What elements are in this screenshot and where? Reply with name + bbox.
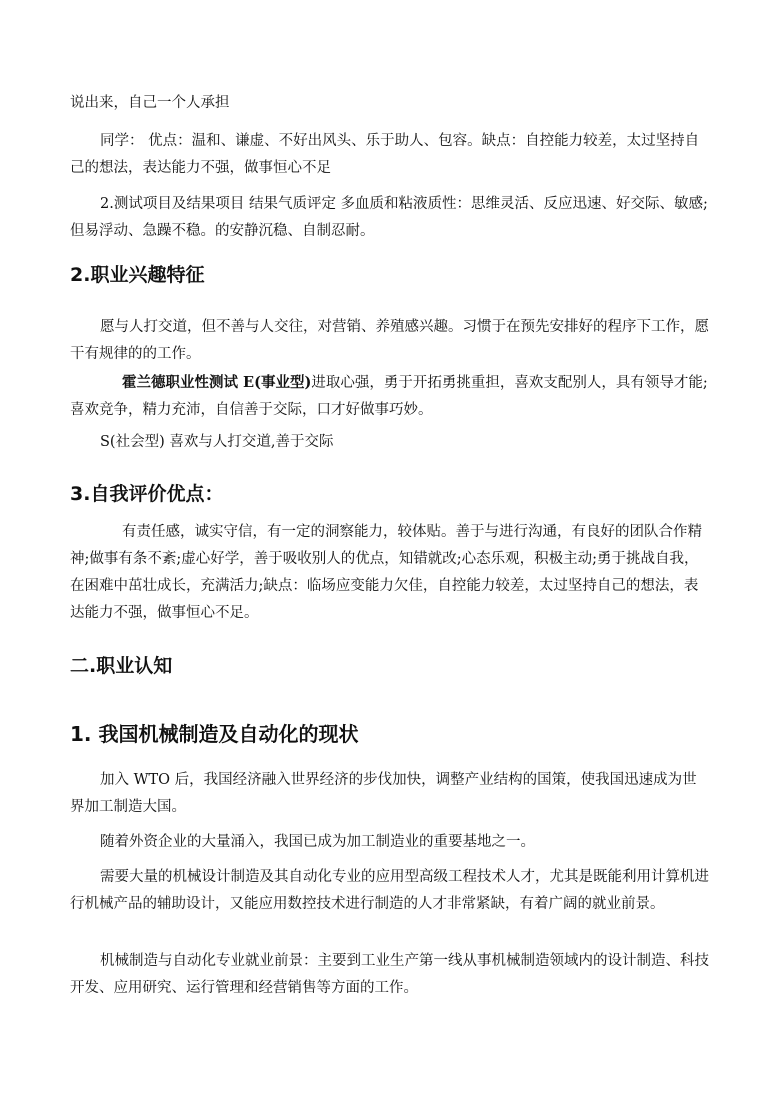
heading-self-evaluation: 3.自我评价优点：: [70, 483, 224, 505]
heading-career-cognition: 二.职业认知: [70, 655, 173, 677]
paragraph-wto: 加入 WTO 后，我国经济融入世界经济的步伐加快，调整产业结构的国策，使我国迅速成为世界加工制造大国。: [70, 772, 697, 815]
heading-industry-status: 1. 我国机械制造及自动化的现状: [70, 722, 359, 746]
paragraph-career-interest: 愿与人打交道，但不善与人交往，对营销、养殖感兴趣。习惯于在预先安排好的程序下工作，愿干有规律的的工作。: [70, 319, 709, 362]
paragraph-holland-test: [70, 369, 710, 424]
paragraph-social-type: S(社会型) 喜欢与人打交道,善于交际: [100, 434, 334, 450]
paragraph-classmate-evaluation: 同学： 优点：温和、谦虚、不好出风头、乐于助人、包容。缺点：自控能力较差，太过坚持自己的想法，表达能力不强，做事恒心不足: [70, 133, 700, 176]
paragraph-foreign-investment: 随着外资企业的大量涌入，我国已成为加工制造业的重要基地之一。: [100, 834, 535, 850]
paragraph-employment-prospect: 机械制造与自动化专业就业前景：主要到工业生产第一线从事机械制造领域内的设计制造、科技开发、应用研究、运行管理和经营销售等方面的工作。: [70, 953, 709, 996]
paragraph-continuation: 说出来，自己一个人承担: [70, 95, 230, 111]
heading-career-interest: 2.职业兴趣特征: [70, 264, 205, 286]
holland-test-description: 进取心强，勇于开拓勇挑重担，喜欢支配别人，具有领导才能;喜欢竞争，精力充沛，自信善于交际，口才好做事巧妙。: [70, 375, 708, 418]
paragraph-talent-demand: 需要大量的机械设计制造及其自动化专业的应用型高级工程技术人才，尤其是既能利用计算机进行机械产品的辅助设计，又能应用数控技术进行制造的人才非常紧缺，有着广阔的就业前景。: [70, 869, 709, 912]
paragraph-self-evaluation: 有责任感，诚实守信，有一定的洞察能力，较体贴。善于与进行沟通，有良好的团队合作精神;做事有条不紊;虚心好学，善于吸收别人的优点，知错就改;心态乐观，积极主动;勇于挑战自我，在困难中茁壮成长，充满活力;缺点：临场应变能力欠佳，自控能力较差，太过坚持自己的想法，表达能力不强，做事恒心不足。: [70, 524, 702, 621]
paragraph-test-results: 2.测试项目及结果项目 结果气质评定 多血质和粘液质性：思维灵活、反应迅速、好交际、敏感;但易浮动、急躁不稳。的安静沉稳、自制忍耐。: [70, 196, 708, 239]
holland-test-label: 霍兰德职业性测试 E(事业型): [122, 374, 312, 391]
